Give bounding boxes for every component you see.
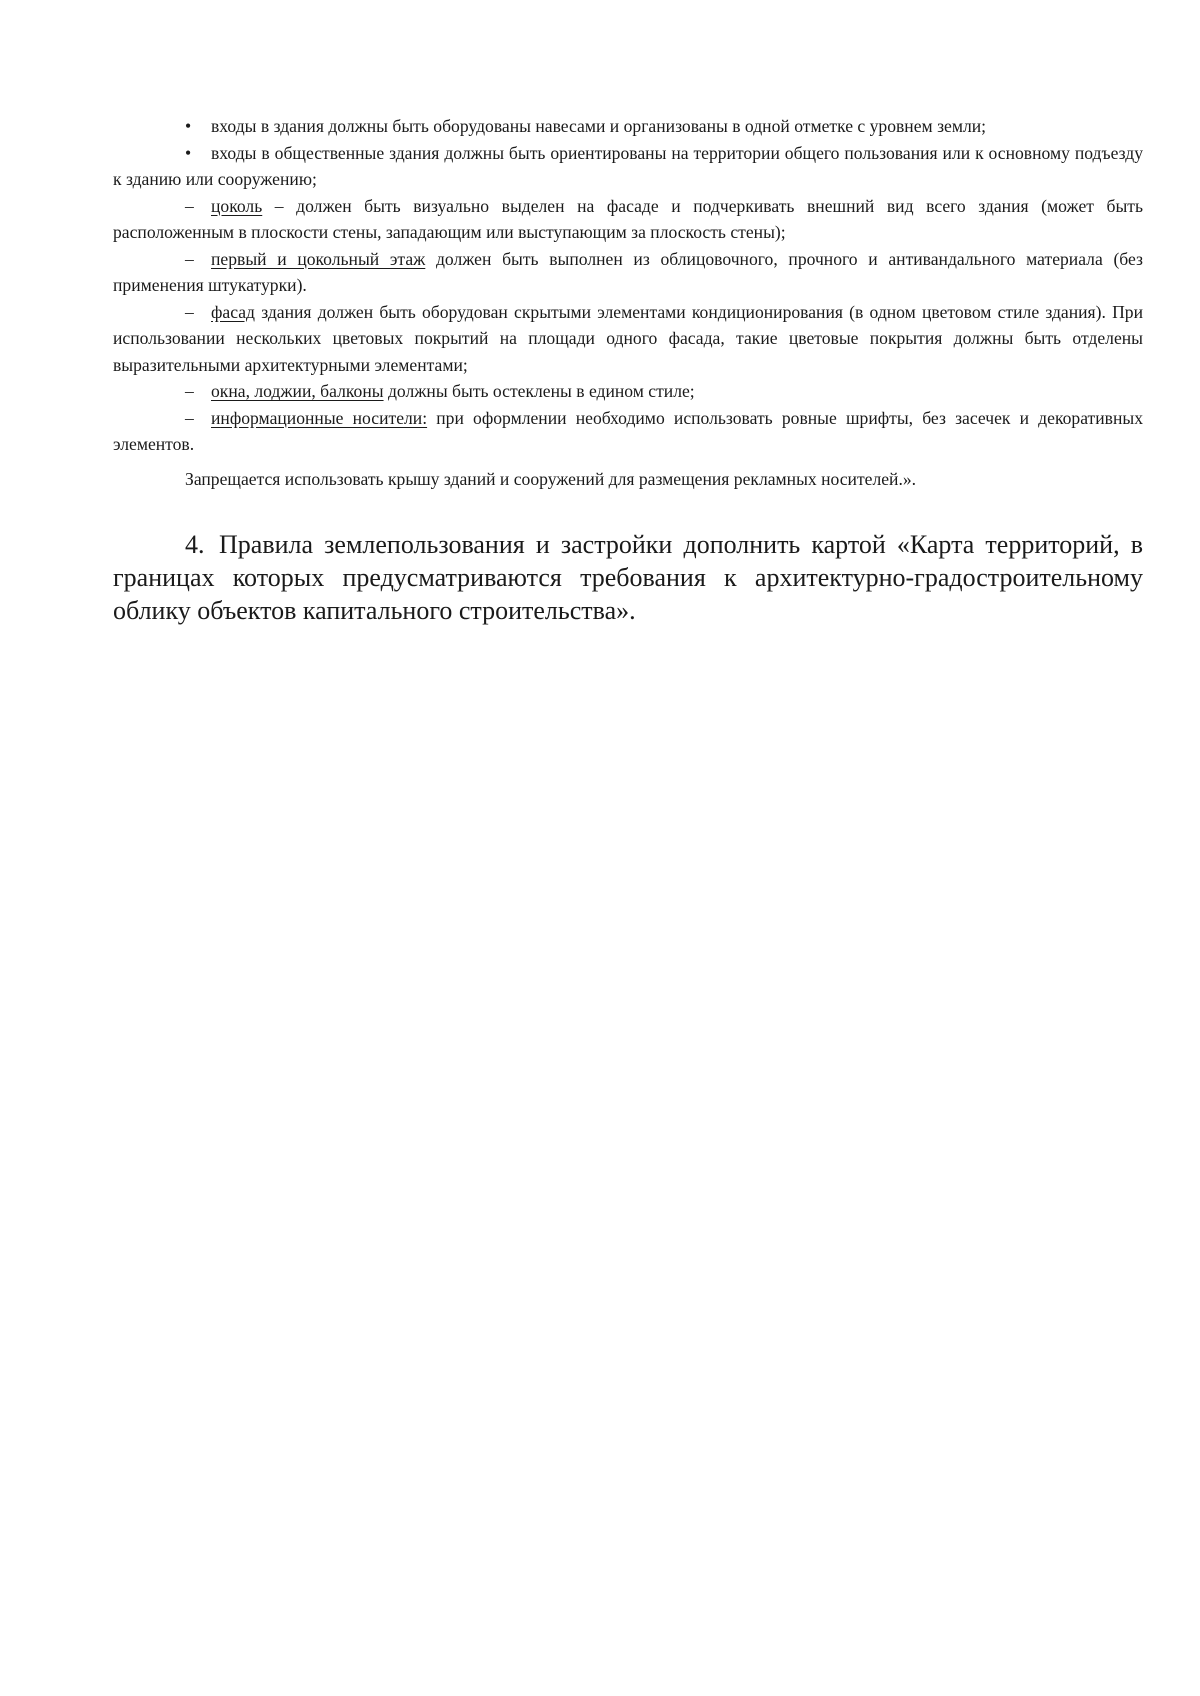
prohibition-paragraph: Запрещается использовать крышу зданий и сооружений для размещения рекламных носителей.».: [185, 468, 917, 489]
list-item-text: здания должен быть оборудован скрытыми элементами кондиционирования (в одном цветовом стиле здания). При использовании нескольких цветовых покрытий на площади одного фасада, такие цветовые покрытия должны быть отделены выразительными архитектурными элементами;: [113, 301, 1143, 375]
list-item-term: окна, лоджии, балконы: [211, 381, 384, 401]
bullet-marker: •: [185, 142, 192, 163]
list-item-term: информационные носители:: [211, 407, 428, 428]
dash-marker: –: [185, 381, 194, 401]
list-item-text: должны быть остеклены в едином стиле;: [383, 381, 695, 401]
section-4-paragraph: [113, 528, 1143, 627]
list-item-text: при оформлении необходимо использовать ровные шрифты, без засечек и декоративных элементов.: [113, 407, 1143, 454]
section-text: Правила землепользования и застройки дополнить картой «Карта территорий, в границах которых предусматриваются требования к архитектурно-градостроительному облику объектов капитального строительства».: [113, 530, 1143, 625]
list-item-term: фасад: [211, 301, 255, 322]
requirements-list: [113, 113, 1143, 492]
list-item: [113, 405, 1143, 458]
section-number: 4.: [185, 530, 205, 559]
bullet-marker: •: [185, 116, 192, 136]
list-item-term: первый и цокольный этаж: [211, 248, 426, 269]
list-item-text: входы в здания должны быть оборудованы навесами и организованы в одной отметке с уровнем земли;: [211, 116, 987, 136]
dash-marker: –: [185, 195, 194, 216]
list-item: [113, 193, 1143, 246]
dash-marker: –: [185, 407, 194, 428]
list-item: [113, 140, 1143, 193]
list-item: [113, 299, 1143, 379]
section-4: [113, 528, 1143, 627]
list-item-text: – должен быть визуально выделен на фасаде и подчеркивать внешний вид всего здания (может быть расположенным в плоскости стены, западающим или выступающим за плоскость стены);: [113, 195, 1143, 242]
list-item: [113, 378, 1143, 405]
list-item: [113, 246, 1143, 299]
dash-marker: –: [185, 248, 194, 269]
list-item-text: входы в общественные здания должны быть ориентированы на территории общего пользования или к основному подъезду к зданию или сооружению;: [113, 142, 1143, 189]
dash-marker: –: [185, 301, 194, 322]
list-item-text: должен быть выполнен из облицовочного, прочного и антивандального материала (без применения штукатурки).: [113, 248, 1143, 295]
list-item: [113, 113, 1143, 140]
list-item-term: цоколь: [211, 195, 263, 216]
